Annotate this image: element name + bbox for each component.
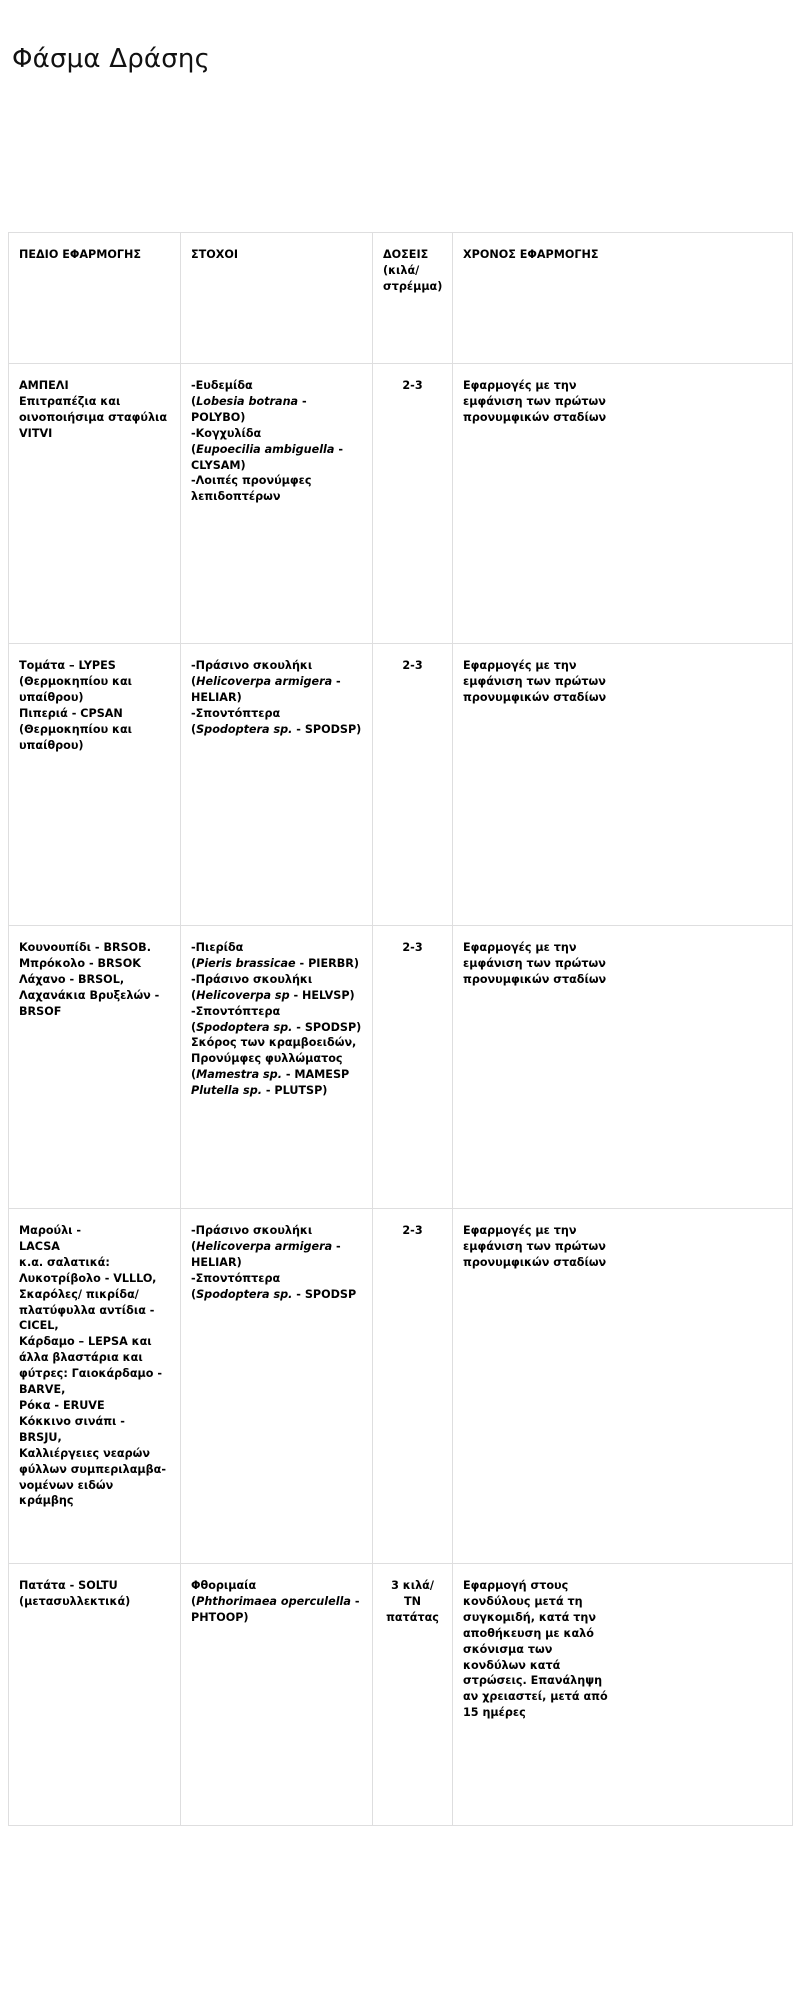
cell-targets: -Πράσινο σκουλήκι (Helicoverpa armigera - HELIAR) -Σποντόπτερα (Spodoptera sp. - SPODSP [181,1209,373,1564]
cell-dose: 3 κιλά/ ΤΝ πατάτας [373,1564,453,1826]
table-body [9,364,793,1826]
cell-application-time: Εφαρμογές με την εμφάνιση των πρώτων προνυμφικών σταδίων [453,644,793,926]
cell-targets: Φθοριμαία (Phthorimaea operculella - PHTOOP) [181,1564,373,1826]
table-row [9,926,793,1209]
cell-field-of-application: ΑΜΠΕΛΙ Επιτραπέζια και οινοποιήσιμα σταφύλια VITVI [9,364,181,644]
column-header-application-time: ΧΡΟΝΟΣ ΕΦΑΡΜΟΓΗΣ [453,233,793,364]
cell-field-of-application: Μαρούλι - LACSA κ.α. σαλατικά: Λυκοτρίβολο - VLLLO, Σκαρόλες/ πικρίδα/ πλατύφυλλα αντίδια - CICEL, Κάρδαμο – LEPSA και άλλα βλαστάρια και φύτρες: Γαιοκάρδαμο - BARVE, Ρόκα - ERUVE Κόκκινο σινάπι - BRSJU, Καλλιέργειες νεαρών φύλλων συμπεριλαμβα- νομένων ειδών κράμβης [9,1209,181,1564]
table-header [9,233,793,364]
cell-dose: 2-3 [373,1209,453,1564]
cell-dose: 2-3 [373,364,453,644]
cell-application-time: Εφαρμογές με την εμφάνιση των πρώτων προνυμφικών σταδίων [453,926,793,1209]
column-header-targets: ΣΤΟΧΟΙ [181,233,373,364]
cell-targets: -Πιερίδα (Pieris brassicae - PIERBR) -Πράσινο σκουλήκι (Helicoverpa sp - HELVSP) -Σποντόπτερα (Spodoptera sp. - SPODSP) Σκόρος των κραμβοειδών, Προνύμφες φυλλώματος (Mamestra sp. - MAMESP Plutella sp. - PLUTSP) [181,926,373,1209]
cell-field-of-application: Κουνουπίδι - BRSOB. Μπρόκολο - BRSOK Λάχανο - BRSOL, Λαχανάκια Βρυξελών - BRSOF [9,926,181,1209]
cell-dose: 2-3 [373,926,453,1209]
cell-application-time: Εφαρμογή στους κονδύλους μετά τη συγκομιδή, κατά την αποθήκευση με καλό σκόνισμα των κονδύλων κατά στρώσεις. Επανάληψη αν χρειαστεί, μετά από 15 ημέρες [453,1564,793,1826]
cell-application-time: Εφαρμογές με την εμφάνιση των πρώτων προνυμφικών σταδίων [453,364,793,644]
column-header-doses: ΔΟΣΕΙΣ (κιλά/ στρέμμα) [373,233,453,364]
spectrum-of-action-table [8,232,793,1826]
table-row [9,364,793,644]
cell-application-time: Εφαρμογές με την εμφάνιση των πρώτων προνυμφικών σταδίων [453,1209,793,1564]
cell-field-of-application: Πατάτα - SOLTU (μετασυλλεκτικά) [9,1564,181,1826]
table-row [9,1209,793,1564]
cell-targets: -Πράσινο σκουλήκι (Helicoverpa armigera - HELIAR) -Σποντόπτερα (Spodoptera sp. - SPODSP) [181,644,373,926]
cell-dose: 2-3 [373,644,453,926]
spectrum-of-action-table-container [8,232,792,1826]
page-title: Φάσμα Δράσης [12,44,211,75]
column-header-field-of-application: ΠΕΔΙΟ ΕΦΑΡΜΟΓΗΣ [9,233,181,364]
cell-field-of-application: Τομάτα – LYPES (Θερμοκηπίου και υπαίθρου) Πιπεριά - CPSAN (Θερμοκηπίου και υπαίθρου) [9,644,181,926]
table-row [9,1564,793,1826]
table-header-row [9,233,793,364]
cell-targets: -Ευδεμίδα (Lobesia botrana - POLYBO) -Κογχυλίδα (Eupoecilia ambiguella - CLYSAM) -Λοιπές προνύμφες λεπιδοπτέρων [181,364,373,644]
table-row [9,644,793,926]
